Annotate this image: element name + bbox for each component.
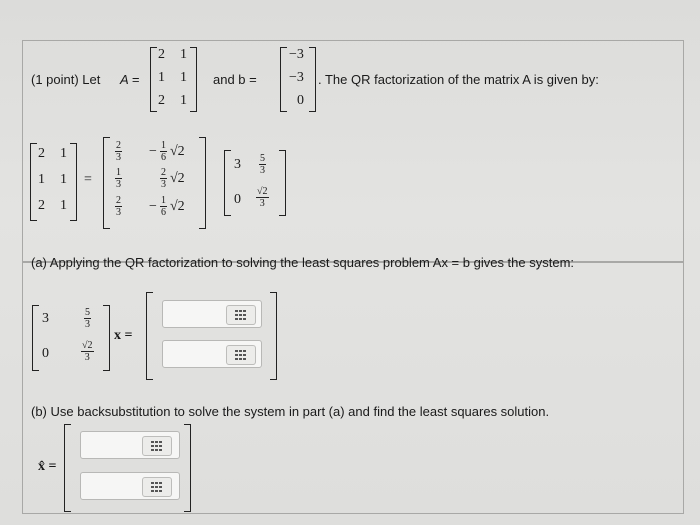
xhat-label: x̂ = (38, 459, 57, 474)
b-3: 0 (297, 93, 304, 108)
R-bracket-right (279, 150, 286, 216)
a-x-equals: x = (114, 328, 133, 343)
A-21: 1 (158, 70, 165, 85)
R-22: $\frac{√2}{3}$ (257, 186, 268, 209)
R-12: $\frac{5}{3}$ (260, 153, 265, 176)
part-b-text: (b) Use backsubstitution to solve the system in part (a) and find the least squares solution. (31, 404, 550, 419)
qr-equals: = (84, 172, 92, 187)
Q-22-root: √2 (170, 171, 185, 186)
qr-A-32: 1 (60, 198, 67, 213)
qr-A-31: 2 (38, 198, 45, 213)
Q-11: $\frac{2}{3}$ (116, 140, 121, 163)
b-2: −3 (289, 70, 304, 85)
a-matrix-grid-icon-2[interactable] (226, 345, 256, 365)
and-b-label: and b = (213, 72, 257, 87)
qr-A-bracket-right (70, 143, 77, 221)
A-12: 1 (180, 47, 187, 62)
Q-22-frac: $\frac{2}{3}$ (161, 167, 166, 190)
a-R-12: $\frac{5}{3}$ (85, 307, 90, 330)
qr-A-11: 2 (38, 146, 45, 161)
a-answer-bracket-left (146, 292, 153, 380)
Q-12-root: √2 (170, 144, 185, 159)
b-bracket-left (280, 47, 287, 112)
A-11: 2 (158, 47, 165, 62)
qr-A-21: 1 (38, 172, 45, 187)
Q-21: $\frac{1}{3}$ (116, 167, 121, 190)
Q-bracket-left (103, 137, 110, 229)
b-matrix-grid-icon-1[interactable] (142, 436, 172, 456)
Q-32-frac: $\frac{1}{6}$ (161, 195, 166, 218)
Q-12-sign: − (149, 144, 157, 159)
intro-prefix: (1 point) Let (31, 72, 101, 87)
b-1: −3 (289, 47, 304, 62)
a-R-11: 3 (42, 311, 49, 326)
A-22: 1 (180, 70, 187, 85)
Q-32-sign: − (149, 199, 157, 214)
R-11: 3 (234, 157, 241, 172)
a-matrix-grid-icon-1[interactable] (226, 305, 256, 325)
Q-31: $\frac{2}{3}$ (116, 195, 121, 218)
R-bracket-left (224, 150, 231, 216)
a-answer-bracket-right (270, 292, 277, 380)
b-bracket-right (309, 47, 316, 112)
a-R-bracket-left (32, 305, 39, 371)
A-31: 2 (158, 93, 165, 108)
b-matrix-grid-icon-2[interactable] (142, 477, 172, 497)
qr-A-bracket-left (30, 143, 37, 221)
qr-A-12: 1 (60, 146, 67, 161)
a-R-bracket-right (103, 305, 110, 371)
b-answer-bracket-right (184, 424, 191, 512)
Q-32-root: √2 (170, 199, 185, 214)
intro-A-label: A = (120, 72, 140, 87)
A-bracket-left (150, 47, 157, 112)
Q-bracket-right (199, 137, 206, 229)
intro-suffix: . The QR factorization of the matrix A is given by: (318, 72, 599, 87)
b-answer-bracket-left (64, 424, 71, 512)
a-R-22: $\frac{√2}{3}$ (82, 340, 93, 363)
part-a-text: (a) Applying the QR factorization to solving the least squares problem Ax = b gives the system: (31, 255, 575, 270)
Q-12-frac: $\frac{1}{6}$ (161, 140, 166, 163)
qr-A-22: 1 (60, 172, 67, 187)
R-21: 0 (234, 192, 241, 207)
A-bracket-right (190, 47, 197, 112)
a-R-21: 0 (42, 346, 49, 361)
A-32: 1 (180, 93, 187, 108)
